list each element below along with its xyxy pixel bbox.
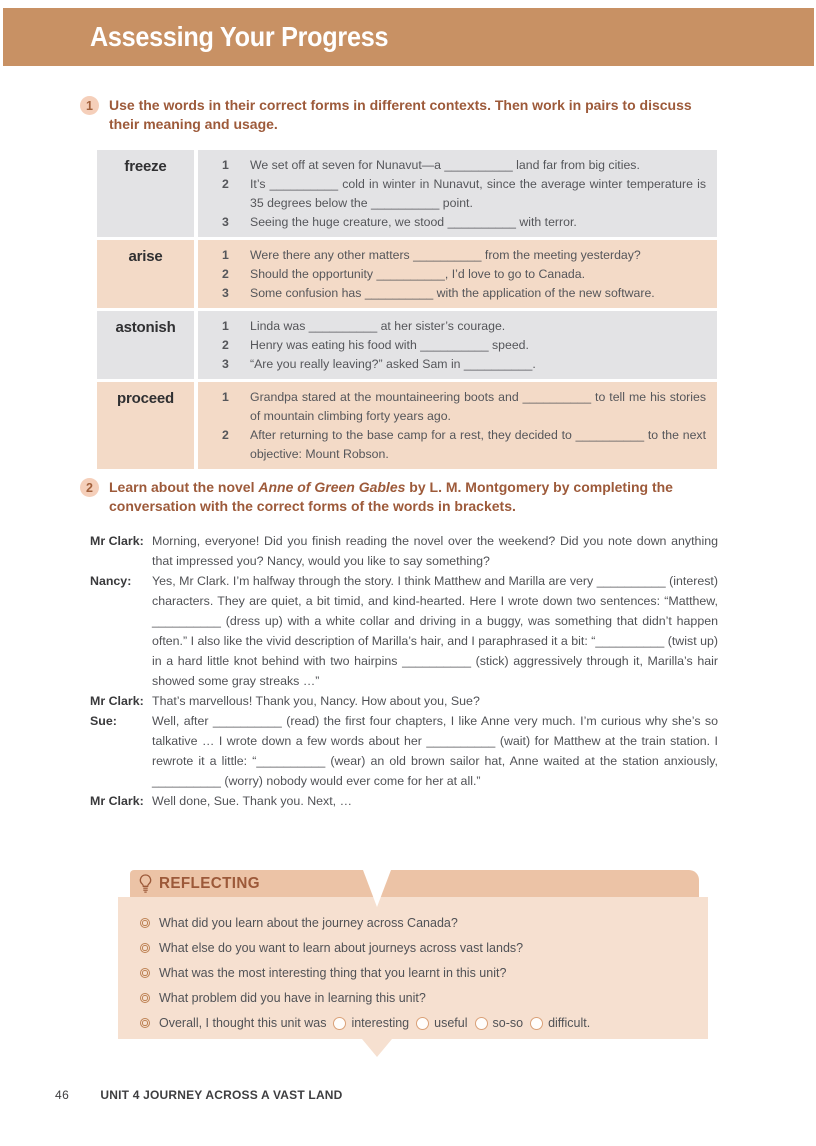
reflecting-question	[140, 911, 688, 936]
speaker-label: Mr Clark:	[90, 694, 144, 708]
instruction-text: Learn about the novel	[109, 479, 259, 495]
vocab-sentences	[198, 311, 717, 379]
reflecting-header-band	[130, 870, 699, 897]
dialogue-turn	[90, 571, 718, 691]
vocab-sentence	[198, 175, 717, 213]
reflecting-question	[140, 936, 688, 961]
dialogue-section	[90, 531, 718, 811]
bullet-icon	[140, 918, 150, 928]
dialogue-turn	[90, 691, 718, 711]
unit-label: UNIT 4 JOURNEY ACROSS A VAST LAND	[100, 1088, 343, 1102]
table-row	[97, 382, 717, 469]
lightbulb-icon	[139, 874, 152, 893]
sentence-text: Henry was eating his food with __________ speed.	[250, 338, 529, 352]
exercise2-instruction	[109, 478, 715, 516]
sentence-text: After returning to the base camp for a rest, they decided to __________ to the next objective: Mount Robson.	[250, 428, 706, 461]
reflecting-title: REFLECTING	[159, 874, 260, 892]
book-spine-tail	[362, 1039, 392, 1057]
vocab-sentence	[198, 426, 717, 464]
book-spine-notch	[363, 870, 391, 907]
vocab-word: arise	[97, 240, 194, 308]
sentence-number: 1	[222, 158, 229, 172]
vocab-sentence	[198, 156, 717, 175]
sentence-text: It’s __________ cold in winter in Nunavut, since the average winter temperature is 35 degrees below the __________ point.	[250, 177, 706, 210]
exercise1-header	[80, 96, 715, 134]
sentence-number: 2	[222, 338, 229, 352]
exercise1-number-badge: 1	[80, 96, 99, 115]
dialogue-turn	[90, 791, 718, 811]
speaker-label: Nancy:	[90, 574, 132, 588]
reflecting-question	[140, 961, 688, 986]
reflecting-body	[118, 897, 708, 1039]
exercise1-instruction: Use the words in their correct forms in different contexts. Then work in pairs to discuss their meaning and usage.	[109, 97, 692, 132]
sentence-text: Were there any other matters __________ from the meeting yesterday?	[250, 248, 641, 262]
speaker-label: Mr Clark:	[90, 794, 144, 808]
question-text: What was the most interesting thing that you learnt in this unit?	[159, 966, 507, 980]
option-label: so-so	[492, 1016, 524, 1030]
sentence-number: 2	[222, 267, 229, 281]
radio-circle[interactable]	[530, 1017, 543, 1030]
speaker-label: Sue:	[90, 714, 117, 728]
page-number: 46	[55, 1088, 70, 1102]
page-footer	[55, 1088, 343, 1102]
sentence-text: We set off at seven for Nunavut—a __________ land far from big cities.	[250, 158, 640, 172]
speech-text: Morning, everyone! Did you finish reading the novel over the weekend? Did you note down anything that impressed you? Nancy, would you like to say something?	[152, 534, 718, 568]
question-text: What did you learn about the journey across Canada?	[159, 916, 458, 930]
table-row	[97, 311, 717, 379]
sentence-number: 2	[222, 428, 229, 442]
exercise2-number-badge: 2	[80, 478, 99, 497]
reflecting-overall	[140, 1011, 688, 1036]
sentence-number: 1	[222, 319, 229, 333]
sentence-number: 2	[222, 177, 229, 191]
radio-circle[interactable]	[475, 1017, 488, 1030]
vocab-word: astonish	[97, 311, 194, 379]
sentence-number: 3	[222, 357, 229, 371]
sentence-text: Linda was __________ at her sister’s courage.	[250, 319, 506, 333]
speaker-label: Mr Clark:	[90, 534, 144, 548]
vocab-sentence	[198, 355, 717, 374]
question-text: What problem did you have in learning this unit?	[159, 991, 426, 1005]
vocab-sentences	[198, 150, 717, 237]
vocab-sentence	[198, 336, 717, 355]
overall-prefix: Overall, I thought this unit was	[159, 1016, 327, 1030]
reflecting-question	[140, 986, 688, 1011]
vocab-sentence	[198, 265, 717, 284]
speech-text: That’s marvellous! Thank you, Nancy. How about you, Sue?	[152, 694, 480, 708]
vocab-sentence	[198, 213, 717, 232]
vocab-word: freeze	[97, 150, 194, 237]
bullet-icon	[140, 993, 150, 1003]
sentence-number: 1	[222, 390, 229, 404]
exercise2-header	[80, 478, 715, 516]
sentence-text: “Are you really leaving?” asked Sam in __________.	[250, 357, 536, 371]
vocab-sentence	[198, 388, 717, 426]
vocab-table	[97, 150, 717, 472]
speech-text: Well done, Sue. Thank you. Next, …	[152, 794, 352, 808]
sentence-number: 1	[222, 248, 229, 262]
bullet-icon	[140, 968, 150, 978]
speech-text: Well, after __________ (read) the first four chapters, I like Anne very much. I’m curious why she’s so talkative … I wrote down a few words about her __________ (wait) for Matthew at the train station. I rewrote it a little: “__________ (wear) an old brown sailor hat, Anne waited at the station anxiously, __________ (worry) nobody would ever come for her at all.”	[152, 714, 718, 788]
vocab-sentences	[198, 240, 717, 308]
dialogue-turn	[90, 531, 718, 571]
bullet-icon	[140, 1018, 150, 1028]
sentence-text: Grandpa stared at the mountaineering boots and __________ to tell me his stories of mountain climbing forty years ago.	[250, 390, 706, 423]
page-title: Assessing Your Progress	[90, 21, 389, 52]
novel-title: Anne of Green Gables	[258, 479, 406, 495]
bullet-icon	[140, 943, 150, 953]
sentence-number: 3	[222, 286, 229, 300]
table-row	[97, 150, 717, 237]
vocab-sentence	[198, 246, 717, 265]
sentence-text: Seeing the huge creature, we stood __________ with terror.	[250, 215, 577, 229]
page-header-bar	[3, 8, 814, 66]
vocab-word: proceed	[97, 382, 194, 469]
sentence-number: 3	[222, 215, 229, 229]
table-row	[97, 240, 717, 308]
radio-circle[interactable]	[416, 1017, 429, 1030]
option-label: useful	[434, 1016, 468, 1030]
vocab-sentence	[198, 284, 717, 303]
sentence-text: Some confusion has __________ with the application of the new software.	[250, 286, 655, 300]
vocab-sentences	[198, 382, 717, 469]
sentence-text: Should the opportunity __________, I’d love to go to Canada.	[250, 267, 586, 281]
speech-text: Yes, Mr Clark. I’m halfway through the story. I think Matthew and Marilla are very __________ (interest) characters. They are quiet, a bit timid, and kind-hearted. Here I wrote down two sentences: “Matthew, __________ (dress up) with a white collar and driving in a buggy, was something that didn’t happen often.” I also like the vivid description of Marilla’s hair, and I paraphrased it a bit: “__________ (twist up) in a hard little knot behind with two hairpins __________ (stick) aggressively through it, Marilla’s hair showed some gray streaks …”	[152, 574, 718, 688]
instruction-text: by L. M. Montgomery by completing the conversation with the correct forms of the words in brackets.	[109, 479, 673, 514]
option-label: difficult.	[548, 1016, 591, 1030]
option-label: interesting	[351, 1016, 410, 1030]
dialogue-turn	[90, 711, 718, 791]
radio-circle[interactable]	[333, 1017, 346, 1030]
question-text: What else do you want to learn about journeys across vast lands?	[159, 941, 524, 955]
vocab-sentence	[198, 317, 717, 336]
